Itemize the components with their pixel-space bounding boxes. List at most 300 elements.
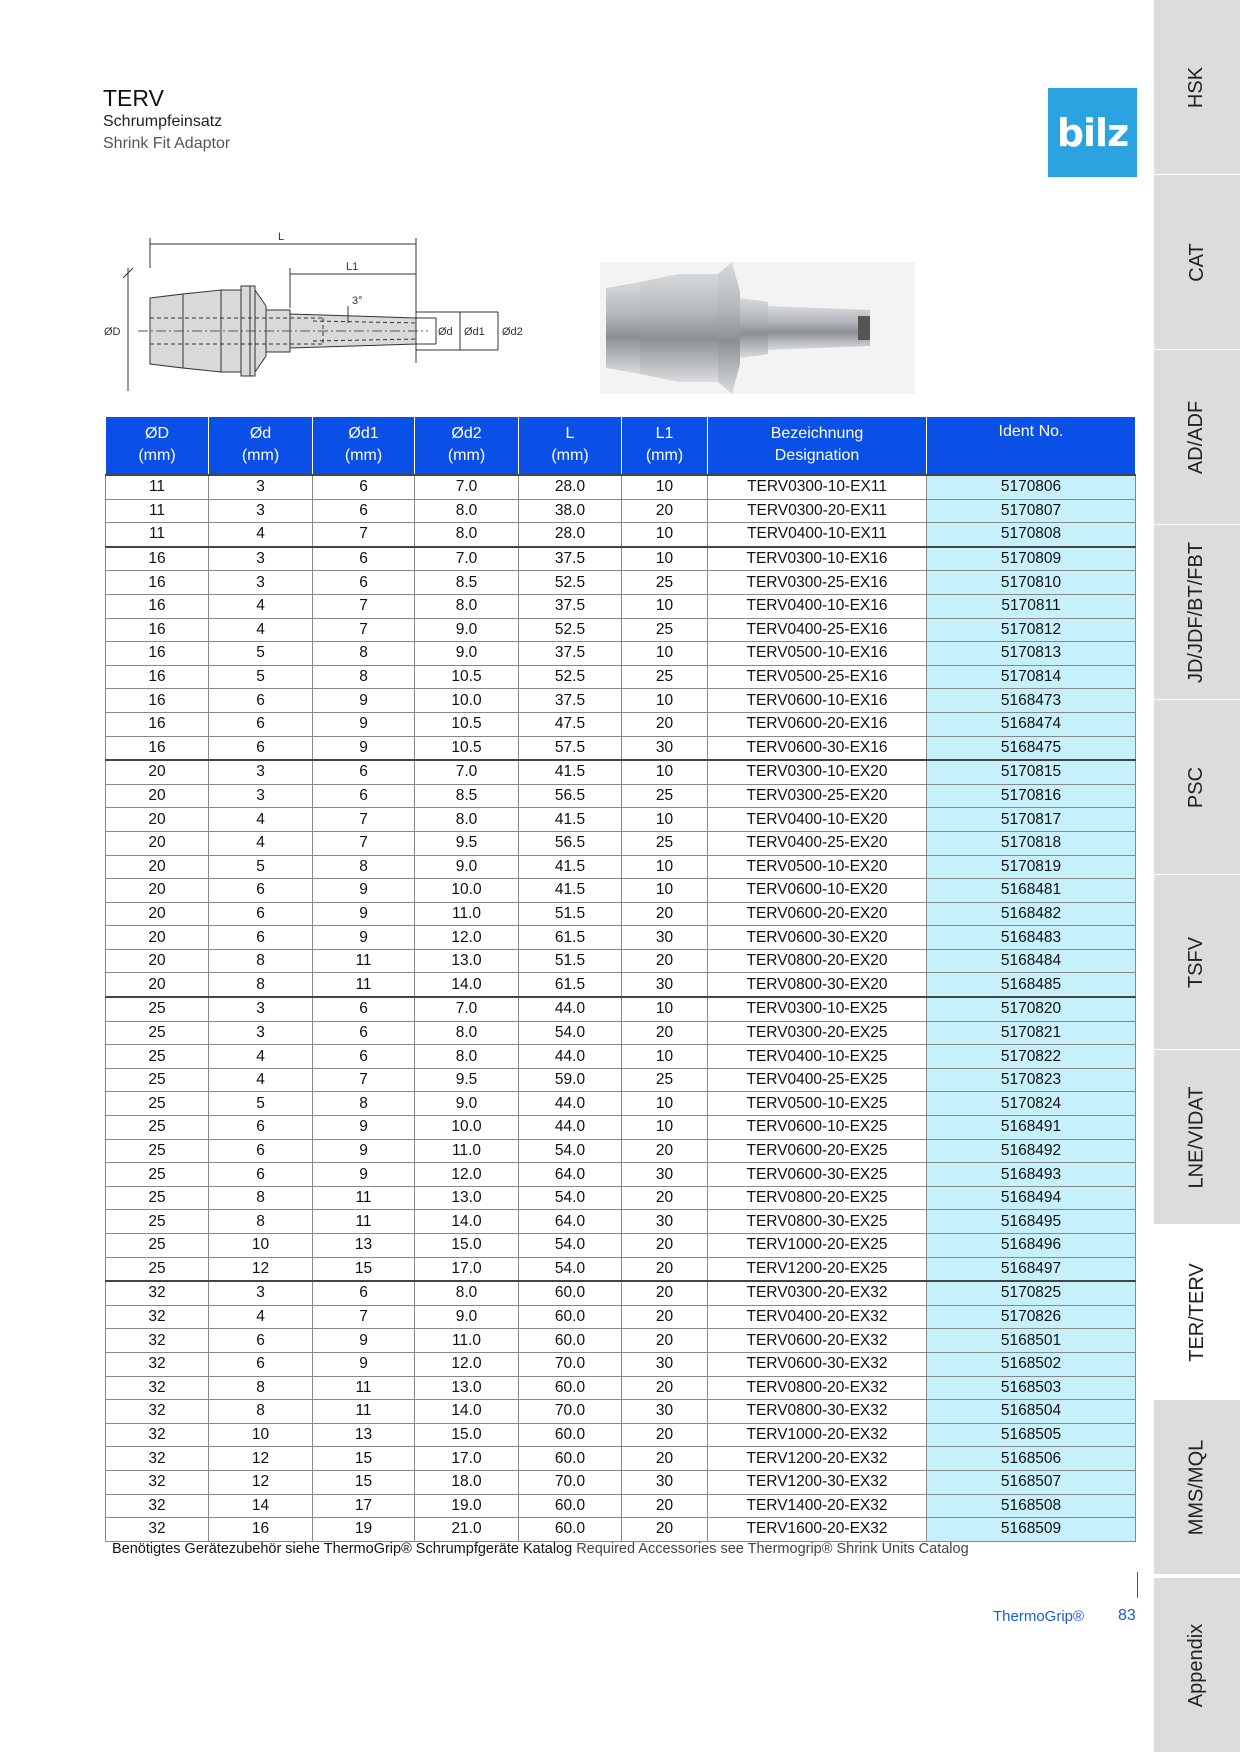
sidebar-tab-ad-adf[interactable] [1154, 350, 1240, 525]
table-cell: 20 [622, 1329, 708, 1353]
ident-cell: 5170813 [927, 642, 1136, 666]
table-cell: 25 [106, 1139, 209, 1163]
column-header: Bezeichnung Designation [708, 417, 927, 475]
table-cell: 10.0 [415, 1116, 519, 1140]
table-cell: 21.0 [415, 1518, 519, 1542]
table-cell: 11 [313, 949, 415, 973]
table-cell: 16 [106, 618, 209, 642]
logo-text: bilz [1056, 110, 1129, 155]
ident-cell: 5168505 [927, 1423, 1136, 1447]
table-cell: TERV0800-20-EX20 [708, 949, 927, 973]
table-cell: 10.0 [415, 879, 519, 903]
table-row [106, 1423, 1136, 1447]
table-row [106, 1257, 1136, 1281]
column-header: L (mm) [519, 417, 622, 475]
table-cell: TERV0600-30-EX25 [708, 1163, 927, 1187]
table-cell: 10 [622, 594, 708, 618]
table-cell: 8.5 [415, 571, 519, 595]
table-cell: 30 [622, 1163, 708, 1187]
table-cell: 6 [313, 1045, 415, 1069]
tab-label: TSFV [1185, 936, 1208, 988]
table-cell: 6 [209, 736, 313, 760]
table-cell: 8 [313, 855, 415, 879]
table-cell: 3 [209, 1021, 313, 1045]
table-cell: TERV0300-20-EX25 [708, 1021, 927, 1045]
table-cell: TERV0400-25-EX25 [708, 1068, 927, 1092]
table-cell: 9.0 [415, 642, 519, 666]
table-cell: 44.0 [519, 1116, 622, 1140]
table-row [106, 523, 1136, 547]
table-cell: 11 [313, 1376, 415, 1400]
table-cell: 20 [622, 902, 708, 926]
table-cell: 16 [106, 712, 209, 736]
sidebar-tab-lne-vidat[interactable] [1154, 1050, 1240, 1225]
table-cell: 13 [313, 1423, 415, 1447]
table-cell: 25 [622, 665, 708, 689]
spec-table [105, 417, 1136, 1542]
table-cell: 20 [622, 1186, 708, 1210]
tab-label: PSC [1185, 766, 1208, 808]
sidebar-tab-cat[interactable] [1154, 175, 1240, 350]
table-row [106, 499, 1136, 523]
table-cell: 20 [106, 784, 209, 808]
ident-cell: 5168473 [927, 689, 1136, 713]
table-cell: 56.5 [519, 784, 622, 808]
table-cell: 6 [313, 547, 415, 571]
sidebar-tab-hsk[interactable] [1154, 0, 1240, 175]
table-row [106, 665, 1136, 689]
table-cell: 14.0 [415, 973, 519, 997]
ident-cell: 5168506 [927, 1447, 1136, 1471]
table-cell: 5 [209, 855, 313, 879]
table-cell: 60.0 [519, 1281, 622, 1305]
table-cell: 8.0 [415, 1021, 519, 1045]
table-cell: TERV0600-30-EX32 [708, 1352, 927, 1376]
tab-label: JD/JDF/BT/FBT [1185, 541, 1208, 683]
table-cell: 7.0 [415, 475, 519, 499]
table-cell: 6 [209, 712, 313, 736]
table-cell: 3 [209, 547, 313, 571]
ident-cell: 5170807 [927, 499, 1136, 523]
table-cell: 61.5 [519, 973, 622, 997]
table-cell: 57.5 [519, 736, 622, 760]
table-cell: 3 [209, 1281, 313, 1305]
table-cell: 32 [106, 1423, 209, 1447]
sidebar-tab-tsfv[interactable] [1154, 875, 1240, 1050]
table-cell: 8 [209, 1186, 313, 1210]
note-german: Benötigtes Gerätezubehör siehe ThermoGrip® Schrumpfgeräte Katalog [112, 1541, 573, 1557]
table-cell: 15.0 [415, 1423, 519, 1447]
table-cell: TERV1600-20-EX32 [708, 1518, 927, 1542]
table-cell: TERV0500-10-EX25 [708, 1092, 927, 1116]
ident-cell: 5170822 [927, 1045, 1136, 1069]
table-cell: 10 [622, 547, 708, 571]
tab-label: TER/TERV [1185, 1262, 1208, 1362]
tab-label: MMS/MQL [1185, 1439, 1208, 1535]
table-cell: 44.0 [519, 1092, 622, 1116]
table-cell: 20 [622, 1139, 708, 1163]
table-row [106, 926, 1136, 950]
table-cell: 5 [209, 1092, 313, 1116]
table-cell: 6 [313, 1281, 415, 1305]
table-cell: 4 [209, 594, 313, 618]
table-cell: 28.0 [519, 523, 622, 547]
table-cell: 9 [313, 1352, 415, 1376]
table-cell: 6 [209, 1163, 313, 1187]
table-cell: 47.5 [519, 712, 622, 736]
table-cell: 14.0 [415, 1400, 519, 1424]
sidebar-tab-mms-mql[interactable] [1154, 1400, 1240, 1575]
table-cell: 19.0 [415, 1494, 519, 1518]
ident-cell: 5170820 [927, 997, 1136, 1021]
dim-D-label: ØD [104, 326, 121, 338]
table-cell: 4 [209, 831, 313, 855]
table-cell: 20 [106, 831, 209, 855]
technical-drawing [98, 228, 538, 398]
table-cell: 4 [209, 618, 313, 642]
ident-cell: 5170821 [927, 1021, 1136, 1045]
table-cell: 8.0 [415, 523, 519, 547]
ident-cell: 5170824 [927, 1092, 1136, 1116]
table-row [106, 1045, 1136, 1069]
table-cell: 10 [622, 808, 708, 832]
dim-L-label: L [278, 231, 285, 243]
table-cell: 32 [106, 1352, 209, 1376]
table-cell: 8.0 [415, 1045, 519, 1069]
ident-cell: 5168497 [927, 1257, 1136, 1281]
table-row [106, 1518, 1136, 1542]
table-row [106, 1021, 1136, 1045]
ident-cell: 5168501 [927, 1329, 1136, 1353]
table-cell: 54.0 [519, 1234, 622, 1258]
table-row [106, 784, 1136, 808]
table-cell: 3 [209, 997, 313, 1021]
table-cell: 17.0 [415, 1257, 519, 1281]
table-cell: 18.0 [415, 1470, 519, 1494]
table-cell: TERV1000-20-EX25 [708, 1234, 927, 1258]
table-row [106, 808, 1136, 832]
table-cell: 59.0 [519, 1068, 622, 1092]
ident-cell: 5168495 [927, 1210, 1136, 1234]
table-cell: 15.0 [415, 1234, 519, 1258]
table-cell: 54.0 [519, 1257, 622, 1281]
column-header: Ident No. [927, 417, 1136, 475]
table-row [106, 1447, 1136, 1471]
table-cell: 8 [209, 1210, 313, 1234]
table-row [106, 689, 1136, 713]
table-cell: 70.0 [519, 1352, 622, 1376]
dim-angle-label: 3° [352, 295, 363, 307]
table-cell: 37.5 [519, 594, 622, 618]
table-cell: TERV0300-20-EX11 [708, 499, 927, 523]
table-row [106, 1234, 1136, 1258]
table-cell: 12 [209, 1470, 313, 1494]
table-cell: 8 [209, 973, 313, 997]
table-cell: 20 [622, 1423, 708, 1447]
table-cell: 16 [106, 547, 209, 571]
table-cell: 10 [622, 689, 708, 713]
table-row [106, 1068, 1136, 1092]
table-cell: 25 [106, 997, 209, 1021]
table-cell: 7.0 [415, 997, 519, 1021]
table-cell: 12 [209, 1447, 313, 1471]
table-cell: 20 [622, 1305, 708, 1329]
table-cell: TERV0300-10-EX25 [708, 997, 927, 1021]
table-cell: 10.5 [415, 665, 519, 689]
ident-cell: 5170814 [927, 665, 1136, 689]
table-cell: 10 [622, 642, 708, 666]
table-cell: 20 [106, 973, 209, 997]
table-row [106, 1116, 1136, 1140]
table-cell: 9 [313, 736, 415, 760]
table-row [106, 1494, 1136, 1518]
table-cell: 6 [209, 1116, 313, 1140]
table-header-row [106, 417, 1136, 475]
table-cell: 11 [106, 475, 209, 499]
table-cell: TERV0400-10-EX16 [708, 594, 927, 618]
table-row [106, 1470, 1136, 1494]
sidebar-tab-jd-jdf-bt-fbt[interactable] [1154, 525, 1240, 700]
ident-cell: 5168509 [927, 1518, 1136, 1542]
table-cell: 28.0 [519, 475, 622, 499]
table-cell: 4 [209, 1068, 313, 1092]
subtitle-english: Shrink Fit Adaptor [103, 135, 231, 152]
table-cell: 60.0 [519, 1494, 622, 1518]
table-cell: 25 [622, 784, 708, 808]
table-cell: 6 [313, 784, 415, 808]
table-cell: 10 [209, 1423, 313, 1447]
table-cell: 20 [622, 949, 708, 973]
table-cell: TERV0600-10-EX16 [708, 689, 927, 713]
table-row [106, 1139, 1136, 1163]
table-cell: 4 [209, 808, 313, 832]
table-row [106, 1305, 1136, 1329]
table-row [106, 1329, 1136, 1353]
ident-cell: 5170823 [927, 1068, 1136, 1092]
table-row [106, 712, 1136, 736]
table-cell: 51.5 [519, 902, 622, 926]
table-cell: 25 [106, 1257, 209, 1281]
table-cell: 9 [313, 902, 415, 926]
table-row [106, 642, 1136, 666]
ident-cell: 5168494 [927, 1186, 1136, 1210]
table-cell: 11 [106, 499, 209, 523]
sidebar-tab-ter-terv[interactable] [1154, 1225, 1240, 1400]
table-cell: 8 [313, 642, 415, 666]
table-cell: TERV0300-10-EX11 [708, 475, 927, 499]
table-cell: 56.5 [519, 831, 622, 855]
table-cell: 9 [313, 1163, 415, 1187]
table-cell: 4 [209, 523, 313, 547]
table-cell: 20 [622, 1281, 708, 1305]
table-cell: TERV0500-25-EX16 [708, 665, 927, 689]
table-cell: 25 [106, 1234, 209, 1258]
table-cell: 8.0 [415, 594, 519, 618]
table-cell: 11.0 [415, 902, 519, 926]
table-cell: 8 [209, 1376, 313, 1400]
table-cell: 20 [622, 1518, 708, 1542]
ident-cell: 5168496 [927, 1234, 1136, 1258]
table-cell: 11 [313, 1186, 415, 1210]
table-cell: 11 [313, 1400, 415, 1424]
table-cell: TERV1000-20-EX32 [708, 1423, 927, 1447]
table-cell: 9.0 [415, 855, 519, 879]
table-cell: 60.0 [519, 1518, 622, 1542]
table-cell: TERV0300-10-EX20 [708, 760, 927, 784]
table-cell: 4 [209, 1305, 313, 1329]
table-cell: 20 [106, 926, 209, 950]
table-cell: 10.0 [415, 689, 519, 713]
table-cell: 9 [313, 879, 415, 903]
table-cell: 8.0 [415, 1281, 519, 1305]
table-cell: 10 [622, 879, 708, 903]
table-cell: TERV0400-10-EX20 [708, 808, 927, 832]
ident-cell: 5170806 [927, 475, 1136, 499]
table-cell: TERV0600-30-EX20 [708, 926, 927, 950]
ident-cell: 5170819 [927, 855, 1136, 879]
table-cell: 7 [313, 523, 415, 547]
table-cell: 32 [106, 1518, 209, 1542]
dim-d2-label: Ød2 [502, 326, 523, 338]
table-cell: TERV0400-10-EX25 [708, 1045, 927, 1069]
table-cell: 20 [106, 760, 209, 784]
table-cell: 37.5 [519, 642, 622, 666]
section-sidebar [1154, 0, 1240, 1754]
product-title: TERV [103, 85, 164, 111]
ident-cell: 5168491 [927, 1116, 1136, 1140]
table-row [106, 879, 1136, 903]
table-cell: 6 [313, 475, 415, 499]
table-cell: 7.0 [415, 547, 519, 571]
table-cell: 7.0 [415, 760, 519, 784]
table-cell: 14.0 [415, 1210, 519, 1234]
table-cell: 25 [106, 1045, 209, 1069]
table-row [106, 997, 1136, 1021]
table-cell: 25 [622, 618, 708, 642]
table-cell: 15 [313, 1447, 415, 1471]
table-cell: 6 [209, 926, 313, 950]
table-cell: 11 [313, 1210, 415, 1234]
ident-cell: 5170808 [927, 523, 1136, 547]
table-cell: 32 [106, 1329, 209, 1353]
table-cell: TERV0400-25-EX20 [708, 831, 927, 855]
table-cell: 6 [209, 902, 313, 926]
dim-d-label: Ød [438, 326, 453, 338]
ident-cell: 5168502 [927, 1352, 1136, 1376]
table-row [106, 736, 1136, 760]
table-cell: 7 [313, 831, 415, 855]
column-header: Ød2 (mm) [415, 417, 519, 475]
ident-cell: 5170809 [927, 547, 1136, 571]
tab-label: CAT [1185, 242, 1208, 282]
table-cell: TERV0800-20-EX32 [708, 1376, 927, 1400]
table-cell: 8 [313, 665, 415, 689]
table-cell: 32 [106, 1281, 209, 1305]
table-cell: 12.0 [415, 1163, 519, 1187]
ident-cell: 5170817 [927, 808, 1136, 832]
table-cell: 30 [622, 1210, 708, 1234]
table-row [106, 1186, 1136, 1210]
table-row [106, 1092, 1136, 1116]
table-cell: 25 [622, 831, 708, 855]
table-cell: 10 [209, 1234, 313, 1258]
table-cell: 8 [313, 1092, 415, 1116]
table-cell: 64.0 [519, 1210, 622, 1234]
table-cell: 30 [622, 736, 708, 760]
table-cell: 7 [313, 808, 415, 832]
table-cell: 8.0 [415, 808, 519, 832]
ident-cell: 5168485 [927, 973, 1136, 997]
table-cell: 20 [622, 1257, 708, 1281]
table-cell: 10.5 [415, 712, 519, 736]
ident-cell: 5168483 [927, 926, 1136, 950]
table-row [106, 618, 1136, 642]
table-row [106, 1210, 1136, 1234]
table-cell: 7 [313, 618, 415, 642]
page-number: 83 [1118, 1607, 1136, 1624]
table-cell: 70.0 [519, 1400, 622, 1424]
table-cell: 41.5 [519, 760, 622, 784]
ident-cell: 5170826 [927, 1305, 1136, 1329]
table-cell: 6 [209, 1139, 313, 1163]
table-cell: 4 [209, 1045, 313, 1069]
table-cell: 16 [106, 689, 209, 713]
table-cell: 9 [313, 1116, 415, 1140]
ident-cell: 5168507 [927, 1470, 1136, 1494]
table-cell: 5 [209, 665, 313, 689]
table-cell: 52.5 [519, 571, 622, 595]
table-cell: 17.0 [415, 1447, 519, 1471]
table-cell: 8 [209, 949, 313, 973]
table-cell: 9.0 [415, 1305, 519, 1329]
table-cell: TERV0600-30-EX16 [708, 736, 927, 760]
table-cell: 30 [622, 973, 708, 997]
table-cell: 13.0 [415, 1376, 519, 1400]
dim-L1-label: L1 [346, 261, 359, 273]
table-cell: 30 [622, 1470, 708, 1494]
table-cell: 20 [622, 1447, 708, 1471]
table-cell: 11.0 [415, 1139, 519, 1163]
ident-cell: 5168481 [927, 879, 1136, 903]
table-cell: 10 [622, 855, 708, 879]
table-row [106, 949, 1136, 973]
table-cell: 32 [106, 1470, 209, 1494]
table-cell: 20 [622, 1234, 708, 1258]
table-cell: 6 [209, 689, 313, 713]
column-header: L1 (mm) [622, 417, 708, 475]
table-cell: TERV0300-25-EX20 [708, 784, 927, 808]
table-cell: 25 [106, 1021, 209, 1045]
table-cell: 13.0 [415, 1186, 519, 1210]
sidebar-tab-appendix[interactable] [1154, 1578, 1240, 1753]
table-cell: 37.5 [519, 689, 622, 713]
table-cell: 30 [622, 926, 708, 950]
table-cell: 20 [106, 855, 209, 879]
ident-cell: 5170818 [927, 831, 1136, 855]
table-cell: 14 [209, 1494, 313, 1518]
table-cell: TERV1400-20-EX32 [708, 1494, 927, 1518]
table-cell: TERV0800-30-EX32 [708, 1400, 927, 1424]
table-cell: TERV0600-20-EX16 [708, 712, 927, 736]
column-header: Ød1 (mm) [313, 417, 415, 475]
sidebar-tab-psc[interactable] [1154, 700, 1240, 875]
table-cell: 10 [622, 1092, 708, 1116]
ident-cell: 5168482 [927, 902, 1136, 926]
table-cell: 25 [106, 1210, 209, 1234]
table-cell: 3 [209, 499, 313, 523]
table-row [106, 547, 1136, 571]
table-cell: 6 [313, 499, 415, 523]
